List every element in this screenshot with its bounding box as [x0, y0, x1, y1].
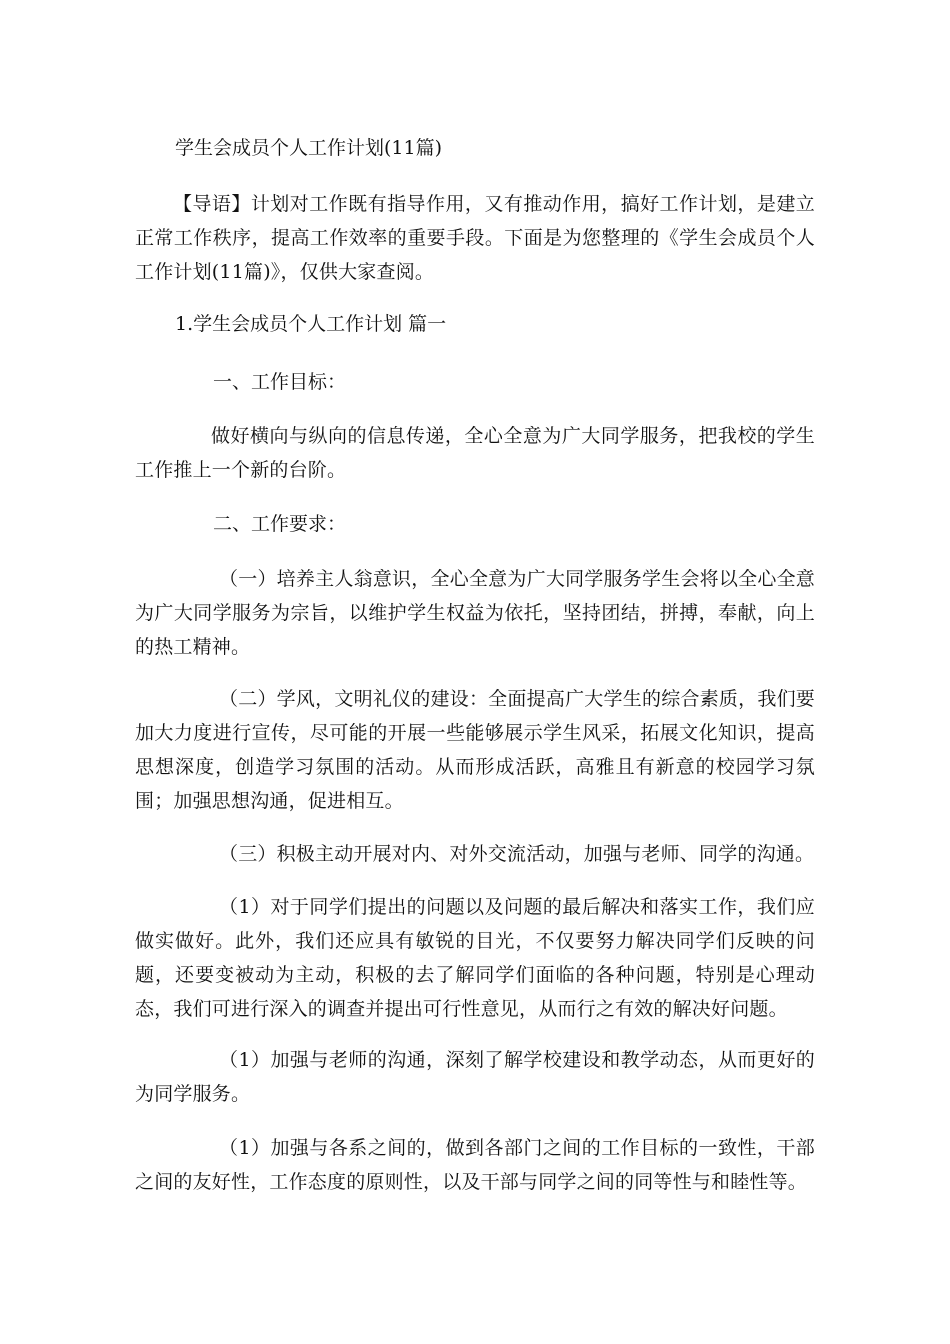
item-3-paragraph: （1）加强与各系之间的，做到各部门之间的工作目标的一致性，干部之间的友好性，工作态度的原则性，以及干部与同学之间的同等性与和睦性等。: [135, 1137, 815, 1193]
item-1-paragraph: （1）对于同学们提出的问题以及问题的最后解决和落实工作，我们应做实做好。此外，我们还应具有敏锐的目光，不仅要努力解决同学们反映的问题，还要变被动为主动，积极的去了解同学们面临的各种问题，特别是心理动态，我们可进行深入的调查并提出可行性意见，从而行之有效的解决好问题。: [135, 896, 815, 1020]
goal-heading: 一、工作目标：: [213, 371, 347, 393]
requirement-2-paragraph: （二）学风，文明礼仪的建设：全面提高广大学生的综合素质，我们要加大力度进行宣传，尽可能的开展一些能够展示学生风采，拓展文化知识，提高思想深度，创造学习氛围的活动。从而形成活跃，高雅且有新意的校园学习氛围；加强思想沟通，促进相互。: [135, 688, 815, 812]
document-title: 学生会成员个人工作计划(11篇): [175, 137, 443, 159]
requirement-3-paragraph: （三）积极主动开展对内、对外交流活动，加强与老师、同学的沟通。: [219, 843, 815, 865]
requirements-heading: 二、工作要求：: [213, 513, 347, 535]
section-heading: 1.学生会成员个人工作计划 篇一: [175, 313, 447, 335]
intro-paragraph: 【导语】计划对工作既有指导作用，又有推动作用，搞好工作计划，是建立正常工作秩序，提高工作效率的重要手段。下面是为您整理的《学生会成员个人工作计划(11篇)》，仅供大家查阅。: [135, 193, 815, 283]
item-2-paragraph: （1）加强与老师的沟通，深刻了解学校建设和教学动态，从而更好的为同学服务。: [135, 1049, 815, 1105]
goal-paragraph: 做好横向与纵向的信息传递，全心全意为广大同学服务，把我校的学生工作推上一个新的台阶。: [135, 425, 815, 481]
requirement-1-paragraph: （一）培养主人翁意识，全心全意为广大同学服务学生会将以全心全意为广大同学服务为宗旨，以维护学生权益为依托，坚持团结，拼搏，奉献，向上的热工精神。: [135, 568, 815, 658]
